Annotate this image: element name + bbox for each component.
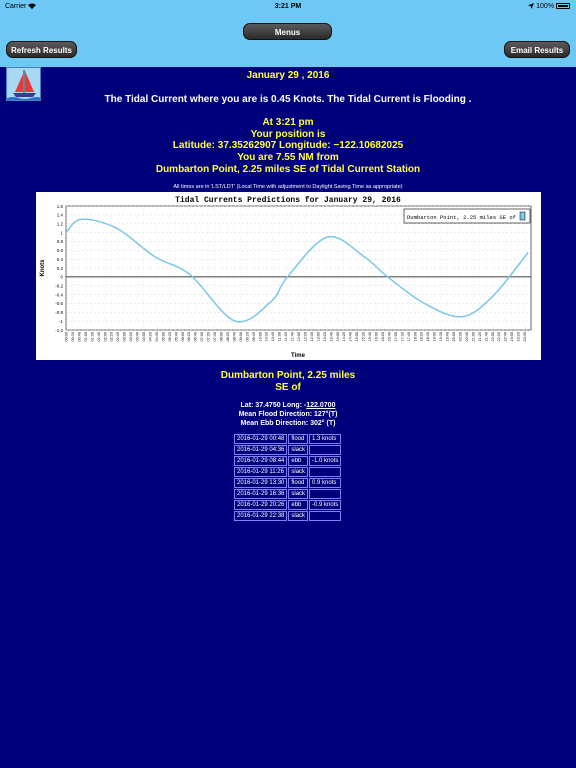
y-tick-label: -0.4 bbox=[55, 292, 63, 298]
x-tick-label: 05:00 bbox=[161, 332, 166, 342]
y-tick-label: 1.4 bbox=[56, 212, 63, 218]
x-tick-label: 13:40 bbox=[329, 332, 334, 342]
carrier-label: Carrier bbox=[5, 3, 36, 10]
distance-text: You are 7.55 NM from bbox=[237, 152, 339, 163]
x-tick-label: 07:20 bbox=[206, 332, 211, 342]
x-tick-label: 07:40 bbox=[213, 332, 218, 342]
x-tick-label: 01:40 bbox=[96, 332, 101, 342]
menus-button[interactable]: Menus bbox=[243, 23, 332, 40]
table-row bbox=[234, 467, 341, 477]
y-tick-label: 0.4 bbox=[56, 256, 63, 262]
x-tick-label: 17:00 bbox=[393, 332, 398, 342]
x-tick-label: 13:00 bbox=[316, 332, 321, 342]
x-tick-label: 18:00 bbox=[413, 332, 418, 342]
x-tick-label: 08:40 bbox=[232, 332, 237, 342]
x-tick-label: 11:40 bbox=[290, 332, 295, 342]
table-row bbox=[234, 434, 341, 444]
legend-label: Dumbarton Point, 2.25 miles SE of bbox=[407, 214, 516, 221]
y-tick-label: 1 bbox=[60, 230, 63, 236]
lat-long-text: Latitude: 37.35262907 Longitude: −122.10682025 bbox=[172, 140, 404, 151]
table-cell-speed bbox=[309, 511, 341, 521]
x-tick-label: 16:00 bbox=[374, 332, 379, 342]
x-tick-label: 08:20 bbox=[225, 332, 230, 342]
x-tick-label: 22:40 bbox=[503, 332, 508, 342]
x-tick-label: 21:20 bbox=[477, 332, 482, 342]
table-cell-type: slack bbox=[288, 511, 308, 521]
x-tick-label: 02:00 bbox=[103, 332, 108, 342]
x-tick-label: 14:20 bbox=[342, 332, 347, 342]
table-row bbox=[234, 511, 341, 521]
x-tick-label: 06:20 bbox=[187, 332, 192, 342]
ebb-direction: Mean Ebb Direction: 302° (T) bbox=[240, 420, 336, 427]
x-tick-label: 19:00 bbox=[432, 332, 437, 342]
table-cell-time: 2016-01-29 11:26 bbox=[234, 467, 287, 477]
clock: 3:21 PM bbox=[274, 3, 302, 10]
station-name-line2: SE of bbox=[275, 382, 301, 393]
table-row bbox=[234, 478, 341, 488]
table-row bbox=[234, 445, 341, 455]
y-tick-label: 0.6 bbox=[56, 248, 63, 254]
x-tick-label: 02:20 bbox=[109, 332, 114, 342]
table-row bbox=[234, 456, 341, 466]
x-tick-label: 23:20 bbox=[516, 332, 521, 342]
x-tick-label: 10:00 bbox=[258, 332, 263, 342]
tide-events-table bbox=[233, 433, 342, 522]
x-tick-label: 12:40 bbox=[309, 332, 314, 342]
y-tick-label: 0 bbox=[60, 274, 63, 280]
location-arrow-icon bbox=[528, 3, 534, 9]
x-tick-label: 20:20 bbox=[458, 332, 463, 342]
x-tick-label: 13:20 bbox=[322, 332, 327, 342]
x-tick-label: 17:20 bbox=[400, 332, 405, 342]
current-summary: The Tidal Current where you are is 0.45 Knots. The Tidal Current is Flooding . bbox=[104, 94, 472, 105]
position-label: Your position is bbox=[250, 129, 326, 140]
table-cell-type: slack bbox=[288, 467, 308, 477]
table-row bbox=[234, 489, 341, 499]
x-tick-label: 21:40 bbox=[484, 332, 489, 342]
y-tick-label: 1.2 bbox=[56, 221, 63, 227]
date-heading: January 29 , 2016 bbox=[246, 70, 330, 81]
table-cell-time: 2016-01-29 22:38 bbox=[234, 511, 287, 521]
table-cell-type: flood bbox=[288, 434, 308, 444]
x-tick-label: 00:40 bbox=[77, 332, 82, 342]
x-tick-label: 19:40 bbox=[445, 332, 450, 342]
flood-direction: Mean Flood Direction: 127°(T) bbox=[238, 411, 338, 418]
table-row bbox=[234, 500, 341, 510]
x-tick-label: 05:20 bbox=[167, 332, 172, 342]
x-tick-label: 23:40 bbox=[523, 332, 528, 342]
x-tick-label: 01:20 bbox=[90, 332, 95, 342]
x-tick-label: 22:20 bbox=[497, 332, 502, 342]
y-tick-label: -0.8 bbox=[55, 310, 63, 316]
table-cell-type: slack bbox=[288, 445, 308, 455]
table-cell-time: 2016-01-29 20:26 bbox=[234, 500, 287, 510]
table-cell-speed: -0.9 knots bbox=[309, 500, 341, 510]
x-tick-label: 04:40 bbox=[154, 332, 159, 342]
x-tick-label: 04:00 bbox=[142, 332, 146, 342]
table-cell-speed bbox=[309, 467, 341, 477]
y-axis-label: Knots bbox=[40, 259, 46, 277]
x-tick-label: 09:40 bbox=[251, 332, 256, 342]
x-tick-label: 00:00 bbox=[64, 332, 69, 342]
x-tick-label: 04:20 bbox=[148, 332, 153, 342]
station-name-line1: Dumbarton Point, 2.25 miles bbox=[220, 370, 356, 381]
email-results-button[interactable]: Email Results bbox=[504, 41, 570, 58]
x-tick-label: 00:20 bbox=[70, 332, 75, 342]
table-cell-type: flood bbox=[288, 478, 308, 488]
x-tick-label: 23:00 bbox=[510, 332, 515, 342]
y-tick-label: 0.2 bbox=[56, 265, 63, 271]
x-tick-label: 14:40 bbox=[348, 332, 353, 342]
table-cell-time: 2016-01-29 04:36 bbox=[234, 445, 287, 455]
table-cell-speed bbox=[309, 489, 341, 499]
x-tick-label: 15:20 bbox=[361, 332, 366, 342]
x-tick-label: 18:40 bbox=[426, 332, 431, 342]
table-cell-type: ebb bbox=[288, 456, 308, 466]
x-tick-label: 05:40 bbox=[174, 332, 179, 342]
x-tick-label: 10:20 bbox=[264, 332, 269, 342]
chart-svg bbox=[36, 192, 541, 360]
x-tick-label: 09:00 bbox=[238, 332, 243, 342]
x-tick-label: 06:00 bbox=[180, 332, 185, 342]
station-longitude-link[interactable]: 122.0700 bbox=[306, 402, 336, 409]
x-tick-label: 22:00 bbox=[490, 332, 495, 342]
y-tick-label: -1 bbox=[58, 318, 63, 324]
x-tick-label: 12:00 bbox=[297, 332, 301, 342]
y-tick-label: 0.8 bbox=[56, 239, 63, 245]
battery-status: 100% bbox=[528, 3, 570, 10]
x-tick-label: 11:00 bbox=[277, 332, 282, 342]
x-tick-label: 02:40 bbox=[116, 332, 121, 342]
status-bar bbox=[0, 0, 576, 14]
table-cell-time: 2016-01-29 00:48 bbox=[234, 434, 287, 444]
x-tick-label: 03:00 bbox=[122, 332, 127, 342]
x-tick-label: 20:00 bbox=[452, 332, 456, 342]
x-tick-label: 12:20 bbox=[303, 332, 308, 342]
y-tick-label: 1.6 bbox=[56, 203, 63, 209]
x-tick-label: 16:40 bbox=[387, 332, 392, 342]
table-cell-speed: -1.0 knots bbox=[309, 456, 341, 466]
battery-icon bbox=[556, 3, 570, 9]
x-tick-label: 16:20 bbox=[380, 332, 385, 342]
table-cell-time: 2016-01-29 13:30 bbox=[234, 478, 287, 488]
chart-title: Tidal Currents Predictions for January 29, 2016 bbox=[175, 196, 401, 205]
x-tick-label: 21:00 bbox=[471, 332, 476, 342]
station-line: Dumbarton Point, 2.25 miles SE of Tidal Current Station bbox=[155, 164, 421, 175]
x-axis-label: Time bbox=[291, 353, 305, 359]
station-latlong: Lat: 37.4750 Long: -122.0700 bbox=[240, 402, 336, 409]
x-tick-label: 07:00 bbox=[200, 332, 205, 342]
y-tick-label: -1.2 bbox=[55, 327, 63, 333]
table-cell-speed: 1.3 knots bbox=[309, 434, 341, 444]
tidal-current-chart bbox=[36, 192, 541, 360]
y-tick-label: -0.2 bbox=[55, 283, 63, 289]
x-tick-label: 15:00 bbox=[355, 332, 360, 342]
x-tick-label: 10:40 bbox=[271, 332, 276, 342]
x-tick-label: 11:20 bbox=[284, 332, 289, 342]
x-tick-label: 09:20 bbox=[245, 332, 250, 342]
time-note: All times are in 'LST/LDT' (Local Time with adjustment to Daylight Saving Time as appropriate) bbox=[173, 184, 403, 190]
x-tick-label: 17:40 bbox=[406, 332, 411, 342]
x-tick-label: 20:40 bbox=[464, 332, 469, 342]
chart-legend bbox=[404, 209, 530, 223]
table-cell-speed: 0.9 knots bbox=[309, 478, 341, 488]
x-tick-label: 14:00 bbox=[335, 332, 340, 342]
time-heading: At 3:21 pm bbox=[262, 117, 314, 128]
y-tick-label: -0.6 bbox=[55, 301, 63, 307]
table-cell-time: 2016-01-29 16:36 bbox=[234, 489, 287, 499]
top-toolbar bbox=[0, 14, 576, 67]
table-cell-type: ebb bbox=[288, 500, 308, 510]
refresh-results-button[interactable]: Refresh Results bbox=[6, 41, 77, 58]
x-tick-label: 19:20 bbox=[439, 332, 444, 342]
x-tick-label: 15:40 bbox=[368, 332, 373, 342]
x-tick-label: 03:40 bbox=[135, 332, 140, 342]
table-cell-time: 2016-01-29 08:44 bbox=[234, 456, 287, 466]
x-tick-label: 06:40 bbox=[193, 332, 198, 342]
x-tick-label: 01:00 bbox=[83, 332, 88, 342]
x-tick-label: 03:20 bbox=[129, 332, 134, 342]
table-cell-type: slack bbox=[288, 489, 308, 499]
series-line bbox=[66, 219, 528, 322]
table-cell-speed bbox=[309, 445, 341, 455]
legend-swatch bbox=[520, 212, 525, 220]
x-tick-label: 08:00 bbox=[219, 332, 224, 342]
x-tick-label: 18:20 bbox=[419, 332, 424, 342]
